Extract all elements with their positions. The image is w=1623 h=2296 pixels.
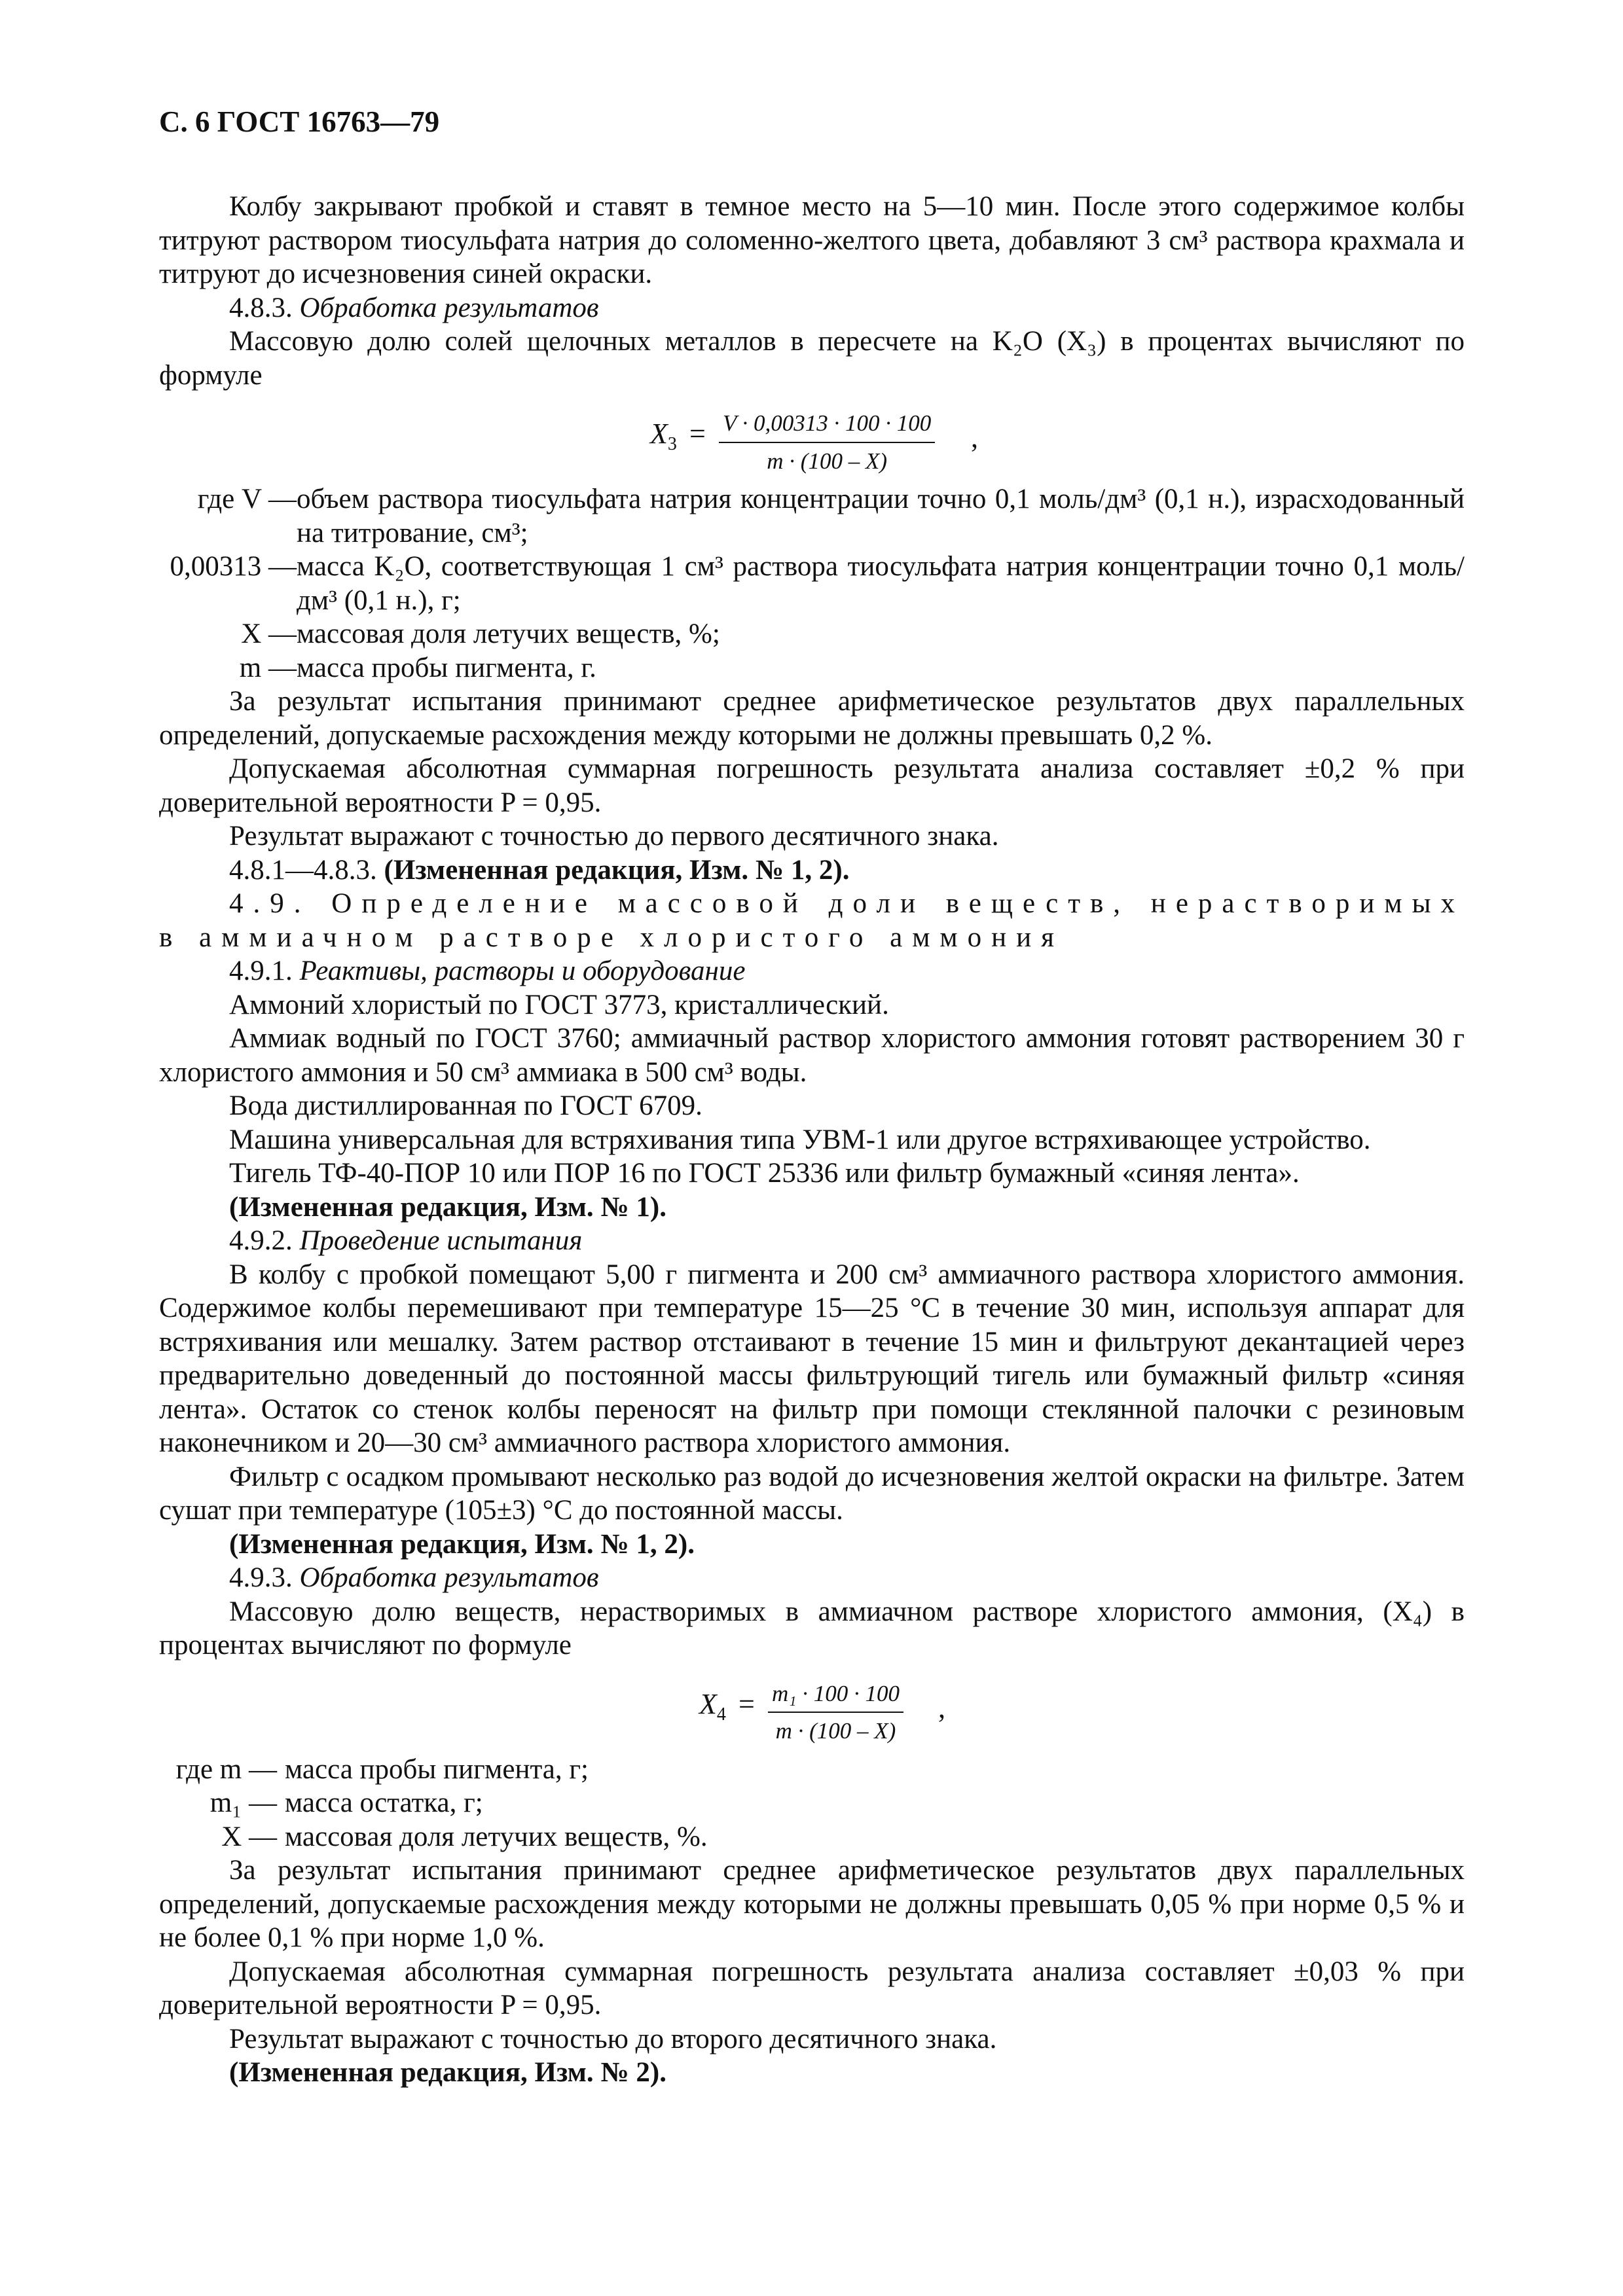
definition-text: объем раствора тиосульфата натрия концентрации точно 0,1 моль/дм³ (0,1 н.), израсходованный на титрование, см³; — [297, 484, 1465, 548]
formula-lhs: $X_3$ — [650, 418, 677, 454]
definition-text: массовая доля летучих веществ, %. — [285, 1821, 708, 1852]
section-heading — [159, 954, 1465, 988]
formula-denominator: m · (100 – X) — [775, 1718, 896, 1744]
paragraph: В колбу с пробкой помещают 5,00 г пигмента и 200 см³ аммиачного раствора хлористого аммония. Содержимое колбы перемешивают при температуре 15—25 °С в течение 30 мин, используя аппарат для встряхивания или мешалку. Затем раствор отстаивают в течение 15 мин и фильтруют декантацией через предварительно доведенный до постоянной массы фильтрующий тигель или бумажный фильтр «синяя лента». Остаток со стенок колбы переносят на фильтр при помощи стеклянной палочки с резиновым наконечником и 20—30 см³ аммиачного раствора хлористого аммония. — [159, 1259, 1465, 1458]
definition-symbol: X — — [221, 1821, 277, 1852]
definition-symbol: где m — — [175, 1753, 277, 1785]
definition-text: масса пробы пигмента, г. — [297, 652, 596, 683]
definition-text: масса K₂O, соответствующая 1 см³ раствора тиосульфата натрия концентрации точно 0,1 моль/дм³ (0,1 н.), г; — [297, 551, 1465, 616]
formula-fraction — [768, 1677, 903, 1748]
section-number: 4.9.2. — [229, 1225, 293, 1256]
formula-comma: , — [971, 422, 978, 454]
definition-row — [159, 1786, 1465, 1820]
definition-row — [159, 651, 1465, 685]
definition-row — [159, 1753, 1465, 1787]
paragraph: Вода дистиллированная по ГОСТ 6709. — [229, 1090, 702, 1121]
formula-x4 — [159, 1668, 1465, 1746]
paragraph: Тигель ТФ-40-ПОР 10 или ПОР 16 по ГОСТ 25336 или фильтр бумажный «синяя лента». — [229, 1158, 1300, 1189]
definition-symbol: m — — [239, 652, 297, 683]
paragraph: Машина универсальная для встряхивания типа УВМ-1 или другое встряхивающее устройство. — [229, 1124, 1371, 1155]
paragraph: Допускаемая абсолютная суммарная погрешность результата анализа составляет ±0,03 % при доверительной вероятности P = 0,95. — [159, 1956, 1465, 2020]
amendment-text: (Измененная редакция, Изм. № 1, 2). — [384, 854, 850, 886]
definition-symbol: X — — [241, 619, 297, 649]
definition-row — [159, 482, 1465, 550]
section-title: Проведение испытания — [299, 1225, 583, 1256]
paragraph: Аммоний хлористый по ГОСТ 3773, кристаллический. — [229, 989, 889, 1020]
paragraph: Колбу закрывают пробкой и ставят в темное место на 5—10 мин. После этого содержимое колбы титруют раствором тиосульфата натрия до соломенно-желтого цвета, добавляют 3 см³ раствора крахмала и титруют до исчезновения синей окраски. — [159, 191, 1465, 289]
amendment-note — [159, 853, 1465, 888]
definition-symbol: где V — — [197, 484, 297, 514]
formula-denominator: m · (100 – X) — [767, 448, 887, 474]
amendment-note: (Измененная редакция, Изм. № 1). — [229, 1191, 666, 1223]
paragraph: Массовую долю солей щелочных металлов в пересчете на K₂O (X₃) в процентах вычисляют по формуле — [159, 326, 1465, 391]
amendment-range: 4.8.1—4.8.3. — [229, 854, 377, 886]
paragraph: Допускаемая абсолютная суммарная погрешность результата анализа составляет ±0,2 % при доверительной вероятности P = 0,95. — [159, 753, 1465, 818]
formula-numerator: V · 0,00313 · 100 · 100 — [719, 406, 935, 443]
definition-row — [159, 1820, 1465, 1854]
formula-fraction — [719, 406, 935, 478]
formula-equals: = — [739, 1687, 755, 1720]
section-heading — [159, 291, 1465, 325]
definition-row — [159, 617, 1465, 651]
definition-symbol: 0,00313 — — [170, 551, 297, 582]
definitions-list — [159, 1753, 1465, 1854]
definition-symbol: m₁ — — [210, 1787, 277, 1818]
amendment-note: (Измененная редакция, Изм. № 1, 2). — [229, 1528, 695, 1560]
definition-text: массовая доля летучих веществ, %; — [297, 619, 720, 649]
document-body — [159, 190, 1465, 2090]
definition-text: масса пробы пигмента, г; — [285, 1753, 589, 1785]
formula-x3 — [159, 397, 1465, 476]
page-header: С. 6 ГОСТ 16763—79 — [159, 105, 440, 138]
section-heading-spaced: 4.9. Определение массовой доли веществ, нерастворимых в аммиачном растворе хлористого аммония — [159, 888, 1465, 953]
section-title: Обработка результатов — [299, 292, 599, 323]
paragraph: Результат выражают с точностью до второго десятичного знака. — [229, 2023, 997, 2054]
section-title: Обработка результатов — [299, 1562, 599, 1593]
definitions-list — [159, 482, 1465, 685]
formula-comma: , — [938, 1691, 945, 1724]
section-heading — [159, 1224, 1465, 1258]
paragraph: Массовую долю веществ, нерастворимых в аммиачном растворе хлористого аммония, (X₄) в процентах вычисляют по формуле — [159, 1596, 1465, 1660]
paragraph: Результат выражают с точностью до первого десятичного знака. — [229, 821, 999, 852]
formula-equals: = — [689, 418, 706, 450]
definition-text: масса остатка, г; — [285, 1787, 483, 1818]
amendment-note: (Измененная редакция, Изм. № 2). — [229, 2057, 666, 2088]
definition-row — [159, 550, 1465, 617]
section-title: Реактивы, растворы и оборудование — [299, 956, 746, 986]
formula-lhs: $X_4$ — [699, 1687, 726, 1725]
paragraph: За результат испытания принимают среднее арифметическое результатов двух параллельных определений, допускаемые расхождения между которыми не должны превышать 0,05 % при норме 0,5 % и не более 0,1 % при норме 1,0 %. — [159, 1855, 1465, 1953]
section-number: 4.9.3. — [229, 1562, 293, 1593]
paragraph: Фильтр с осадком промывают несколько раз водой до исчезновения желтой окраски на фильтре. Затем сушат при температуре (105±3) °С до постоянной массы. — [159, 1461, 1465, 1526]
section-number: 4.8.3. — [229, 292, 293, 323]
paragraph: За результат испытания принимают среднее арифметическое результатов двух параллельных определений, допускаемые расхождения между которыми не должны превышать 0,2 %. — [159, 686, 1465, 751]
paragraph: Аммиак водный по ГОСТ 3760; аммиачный раствор хлористого аммония готовят растворением 30 г хлористого аммония и 50 см³ аммиака в 500 см³ воды. — [159, 1023, 1465, 1088]
formula-numerator: m₁ · 100 · 100 — [768, 1677, 903, 1713]
section-heading — [159, 1561, 1465, 1595]
section-number: 4.9.1. — [229, 956, 293, 986]
